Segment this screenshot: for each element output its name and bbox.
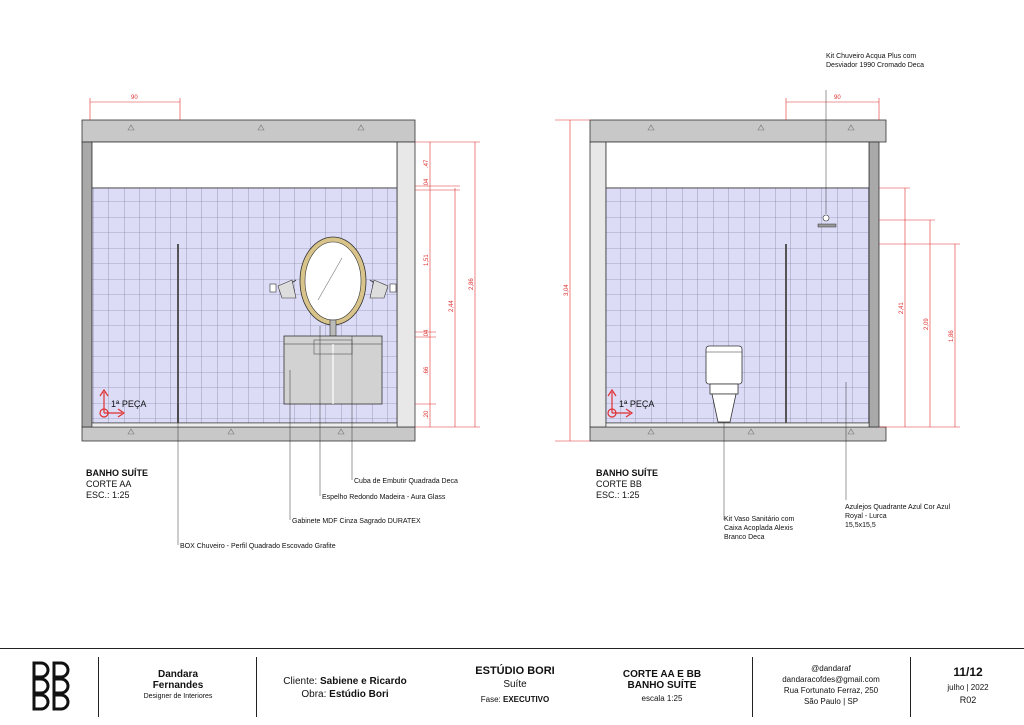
- svg-text:2,44: 2,44: [449, 300, 455, 312]
- note-cabinet: Gabinete MDF Cinza Sagrado DURATEX: [292, 518, 421, 525]
- designer-block: Dandara Fernandes Designer de Interiores: [143, 669, 213, 700]
- svg-text:2,41: 2,41: [899, 302, 905, 314]
- client-block: Cliente: Sabiene e Ricardo Obra: Estúdio Bori: [283, 676, 407, 700]
- note-tiles: Azulejos Quadrante Azul Cor Azul Royal - Lurca 15,5x15,5: [845, 504, 951, 529]
- dim-top-aa: 90: [131, 95, 138, 101]
- sheet-title-block: CORTE AA E BB BANHO SUÍTE escala 1:25: [622, 669, 702, 703]
- svg-text:3,04: 3,04: [564, 284, 570, 296]
- sheet-info-block: 11/12 julho | 2022 R02: [918, 665, 1018, 705]
- first-piece-label-bb: 1ª PEÇA: [619, 399, 655, 409]
- svg-text:.47: .47: [424, 159, 430, 168]
- note-toilet: Kit Vaso Sanitário com Caixa Acoplada Alexis Branco Deca: [724, 516, 795, 541]
- svg-text:1,86: 1,86: [949, 330, 955, 342]
- first-piece-label-aa: 1ª PEÇA: [111, 399, 147, 409]
- note-sink: Cuba de Embutir Quadrada Deca: [354, 478, 458, 485]
- svg-text:.20: .20: [424, 410, 430, 419]
- studio-block: ESTÚDIO BORI Suíte Fase: EXECUTIVO: [475, 665, 555, 704]
- svg-text:.04: .04: [424, 329, 430, 338]
- note-mirror: Espelho Redondo Madeira - Aura Glass: [322, 494, 446, 501]
- svg-text:2,86: 2,86: [469, 278, 475, 290]
- view-title-aa: BANHO SUÍTE CORTE AA ESC.: 1:25: [86, 468, 149, 500]
- title-block: [0, 648, 1024, 725]
- svg-text:.04: .04: [424, 178, 430, 187]
- view-title-bb: BANHO SUÍTE CORTE BB ESC.: 1:25: [596, 468, 659, 500]
- sheet-number: 11/12: [953, 665, 983, 679]
- logo: [32, 661, 72, 711]
- dim-top-bb: 90: [834, 95, 841, 101]
- svg-text:.66: .66: [424, 366, 430, 375]
- contact-block: @dandaraf dandaracofdes@gmail.com Rua Fortunato Ferraz, 250 São Paulo | SP: [782, 664, 880, 706]
- svg-text:1,51: 1,51: [424, 254, 430, 266]
- note-box: BOX Chuveiro - Perfil Quadrado Escovado Grafite: [180, 543, 336, 550]
- svg-text:2,09: 2,09: [924, 318, 930, 330]
- note-shower: Kit Chuveiro Acqua Plus com Desviador 1990 Cromado Deca: [826, 53, 925, 69]
